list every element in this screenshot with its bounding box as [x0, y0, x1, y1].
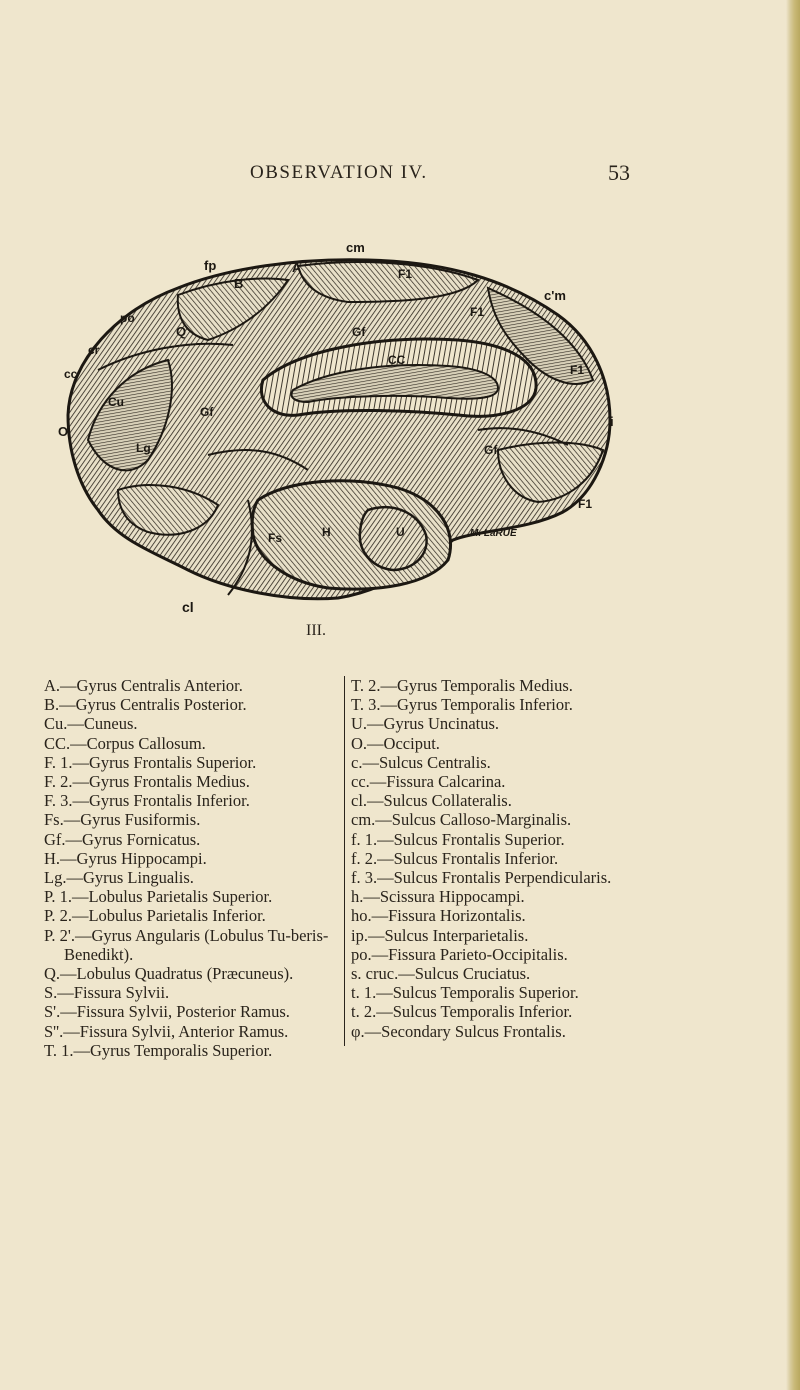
fig-label-f1-bottom: F1 — [578, 497, 593, 511]
legend-entry: f. 2.—Sulcus Frontalis Inferior. — [351, 848, 559, 868]
fig-label-cm-right: c'm — [544, 288, 566, 303]
legend-entry: f. 3.—Sulcus Frontalis Perpendicularis. — [351, 868, 612, 888]
running-header — [250, 160, 630, 188]
legend-entry: Q.—Lobulus Quadratus (Præcuneus). — [44, 964, 294, 984]
legend-entry: CC.—Corpus Callosum. — [44, 733, 206, 753]
fig-label-cl: cl — [182, 599, 194, 615]
legend-entry: cl.—Sulcus Collateralis. — [351, 791, 512, 811]
legend-entry: φ.—Secondary Sulcus Frontalis. — [351, 1021, 566, 1041]
brain-illustration — [58, 240, 628, 620]
legend-entry: B.—Gyrus Centralis Posterior. — [44, 695, 247, 715]
fig-label-o: O — [58, 424, 69, 439]
header-title: OBSERVATION IV. — [250, 162, 428, 183]
fig-label-cc-center: CC — [388, 353, 406, 367]
legend-entry: T. 3.—Gyrus Temporalis Inferior. — [351, 695, 573, 715]
legend-right-column — [344, 676, 671, 1046]
legend-entry: t. 1.—Sulcus Temporalis Superior. — [351, 983, 579, 1003]
legend-entry: po.—Fissura Parieto-Occipitalis. — [351, 944, 568, 964]
legend-entry: H.—Gyrus Hippocampi. — [44, 848, 207, 868]
fig-label-cr: cr — [88, 343, 100, 357]
fig-label-gf-left: Gf — [200, 405, 214, 419]
legend-entry: P. 2.—Lobulus Parietalis Inferior. — [44, 906, 266, 926]
fig-label-cu: Cu — [108, 395, 124, 409]
legend-entry: T. 2.—Gyrus Temporalis Medius. — [351, 676, 573, 695]
legend-entry: ho.—Fissura Horizontalis. — [351, 906, 526, 926]
page-number: 53 — [608, 160, 630, 185]
legend-entry: Fs.—Gyrus Fusiformis. — [44, 810, 201, 830]
fig-label-po: po — [120, 311, 135, 325]
fig-label-u: U — [396, 525, 405, 539]
legend-entry: P. 2'.—Gyrus Angularis (Lobulus Tu-beris-Benedikt). — [44, 925, 329, 964]
legend-entry: Gf.—Gyrus Fornicatus. — [44, 829, 201, 849]
page-edge — [786, 0, 800, 1390]
legend-entry: T. 1.—Gyrus Temporalis Superior. — [44, 1040, 273, 1060]
legend-entry: ip.—Sulcus Interparietalis. — [351, 925, 529, 945]
legend-left-column — [44, 676, 334, 1060]
legend-entry: Cu.—Cuneus. — [44, 714, 138, 734]
fig-label-fs: Fs — [268, 531, 283, 545]
legend-entry: cm.—Sulcus Calloso-Marginalis. — [351, 810, 572, 830]
fig-label-cm: cm — [346, 240, 365, 255]
legend-entry: F. 1.—Gyrus Frontalis Superior. — [44, 752, 257, 772]
legend-entry: t. 2.—Sulcus Temporalis Inferior. — [351, 1002, 573, 1022]
legend-entry: A.—Gyrus Centralis Anterior. — [44, 676, 243, 695]
fig-label-q: Q — [176, 324, 187, 339]
fig-label-gf-right: Gf — [484, 443, 498, 457]
legend-entry: S'.—Fissura Sylvii, Posterior Ramus. — [44, 1002, 290, 1022]
legend-entry: P. 1.—Lobulus Parietalis Superior. — [44, 887, 273, 907]
fig-label-gf-top: Gf — [352, 325, 366, 339]
legend-entry: cc.—Fissura Calcarina. — [351, 772, 506, 792]
legend-entry: O.—Occiput. — [351, 733, 440, 753]
legend-entry: F. 3.—Gyrus Frontalis Inferior. — [44, 791, 250, 811]
artist-signature: M. LaRUE — [470, 528, 517, 539]
fig-label-cc: cc — [64, 367, 78, 381]
legend-entry: c.—Sulcus Centralis. — [351, 752, 491, 772]
fig-label-b: B — [234, 276, 244, 291]
fig-label-f1-right: F1 — [470, 305, 485, 319]
fig-label-a: A — [292, 260, 302, 275]
fig-label-f1-top: F1 — [398, 267, 413, 281]
legend-entry: S.—Fissura Sylvii. — [44, 983, 170, 1003]
fig-label-h: H — [322, 525, 331, 539]
fig-label-lg: Lg — [136, 441, 151, 455]
figure-number: III. — [306, 622, 326, 639]
legend-entry: Lg.—Gyrus Lingualis. — [44, 868, 194, 888]
legend-entry: F. 2.—Gyrus Frontalis Medius. — [44, 772, 250, 792]
legend-entry: f. 1.—Sulcus Frontalis Superior. — [351, 829, 565, 849]
legend-entry: S''.—Fissura Sylvii, Anterior Ramus. — [44, 1021, 289, 1041]
legend-entry: U.—Gyrus Uncinatus. — [351, 714, 500, 734]
fig-label-f1-lower: F1 — [570, 363, 585, 377]
legend-entry: s. cruc.—Sulcus Cruciatus. — [351, 964, 531, 984]
fig-label-i: i — [610, 414, 614, 429]
legend-entry: h.—Scissura Hippocampi. — [351, 887, 525, 907]
fig-label-fp: fp — [204, 258, 217, 273]
